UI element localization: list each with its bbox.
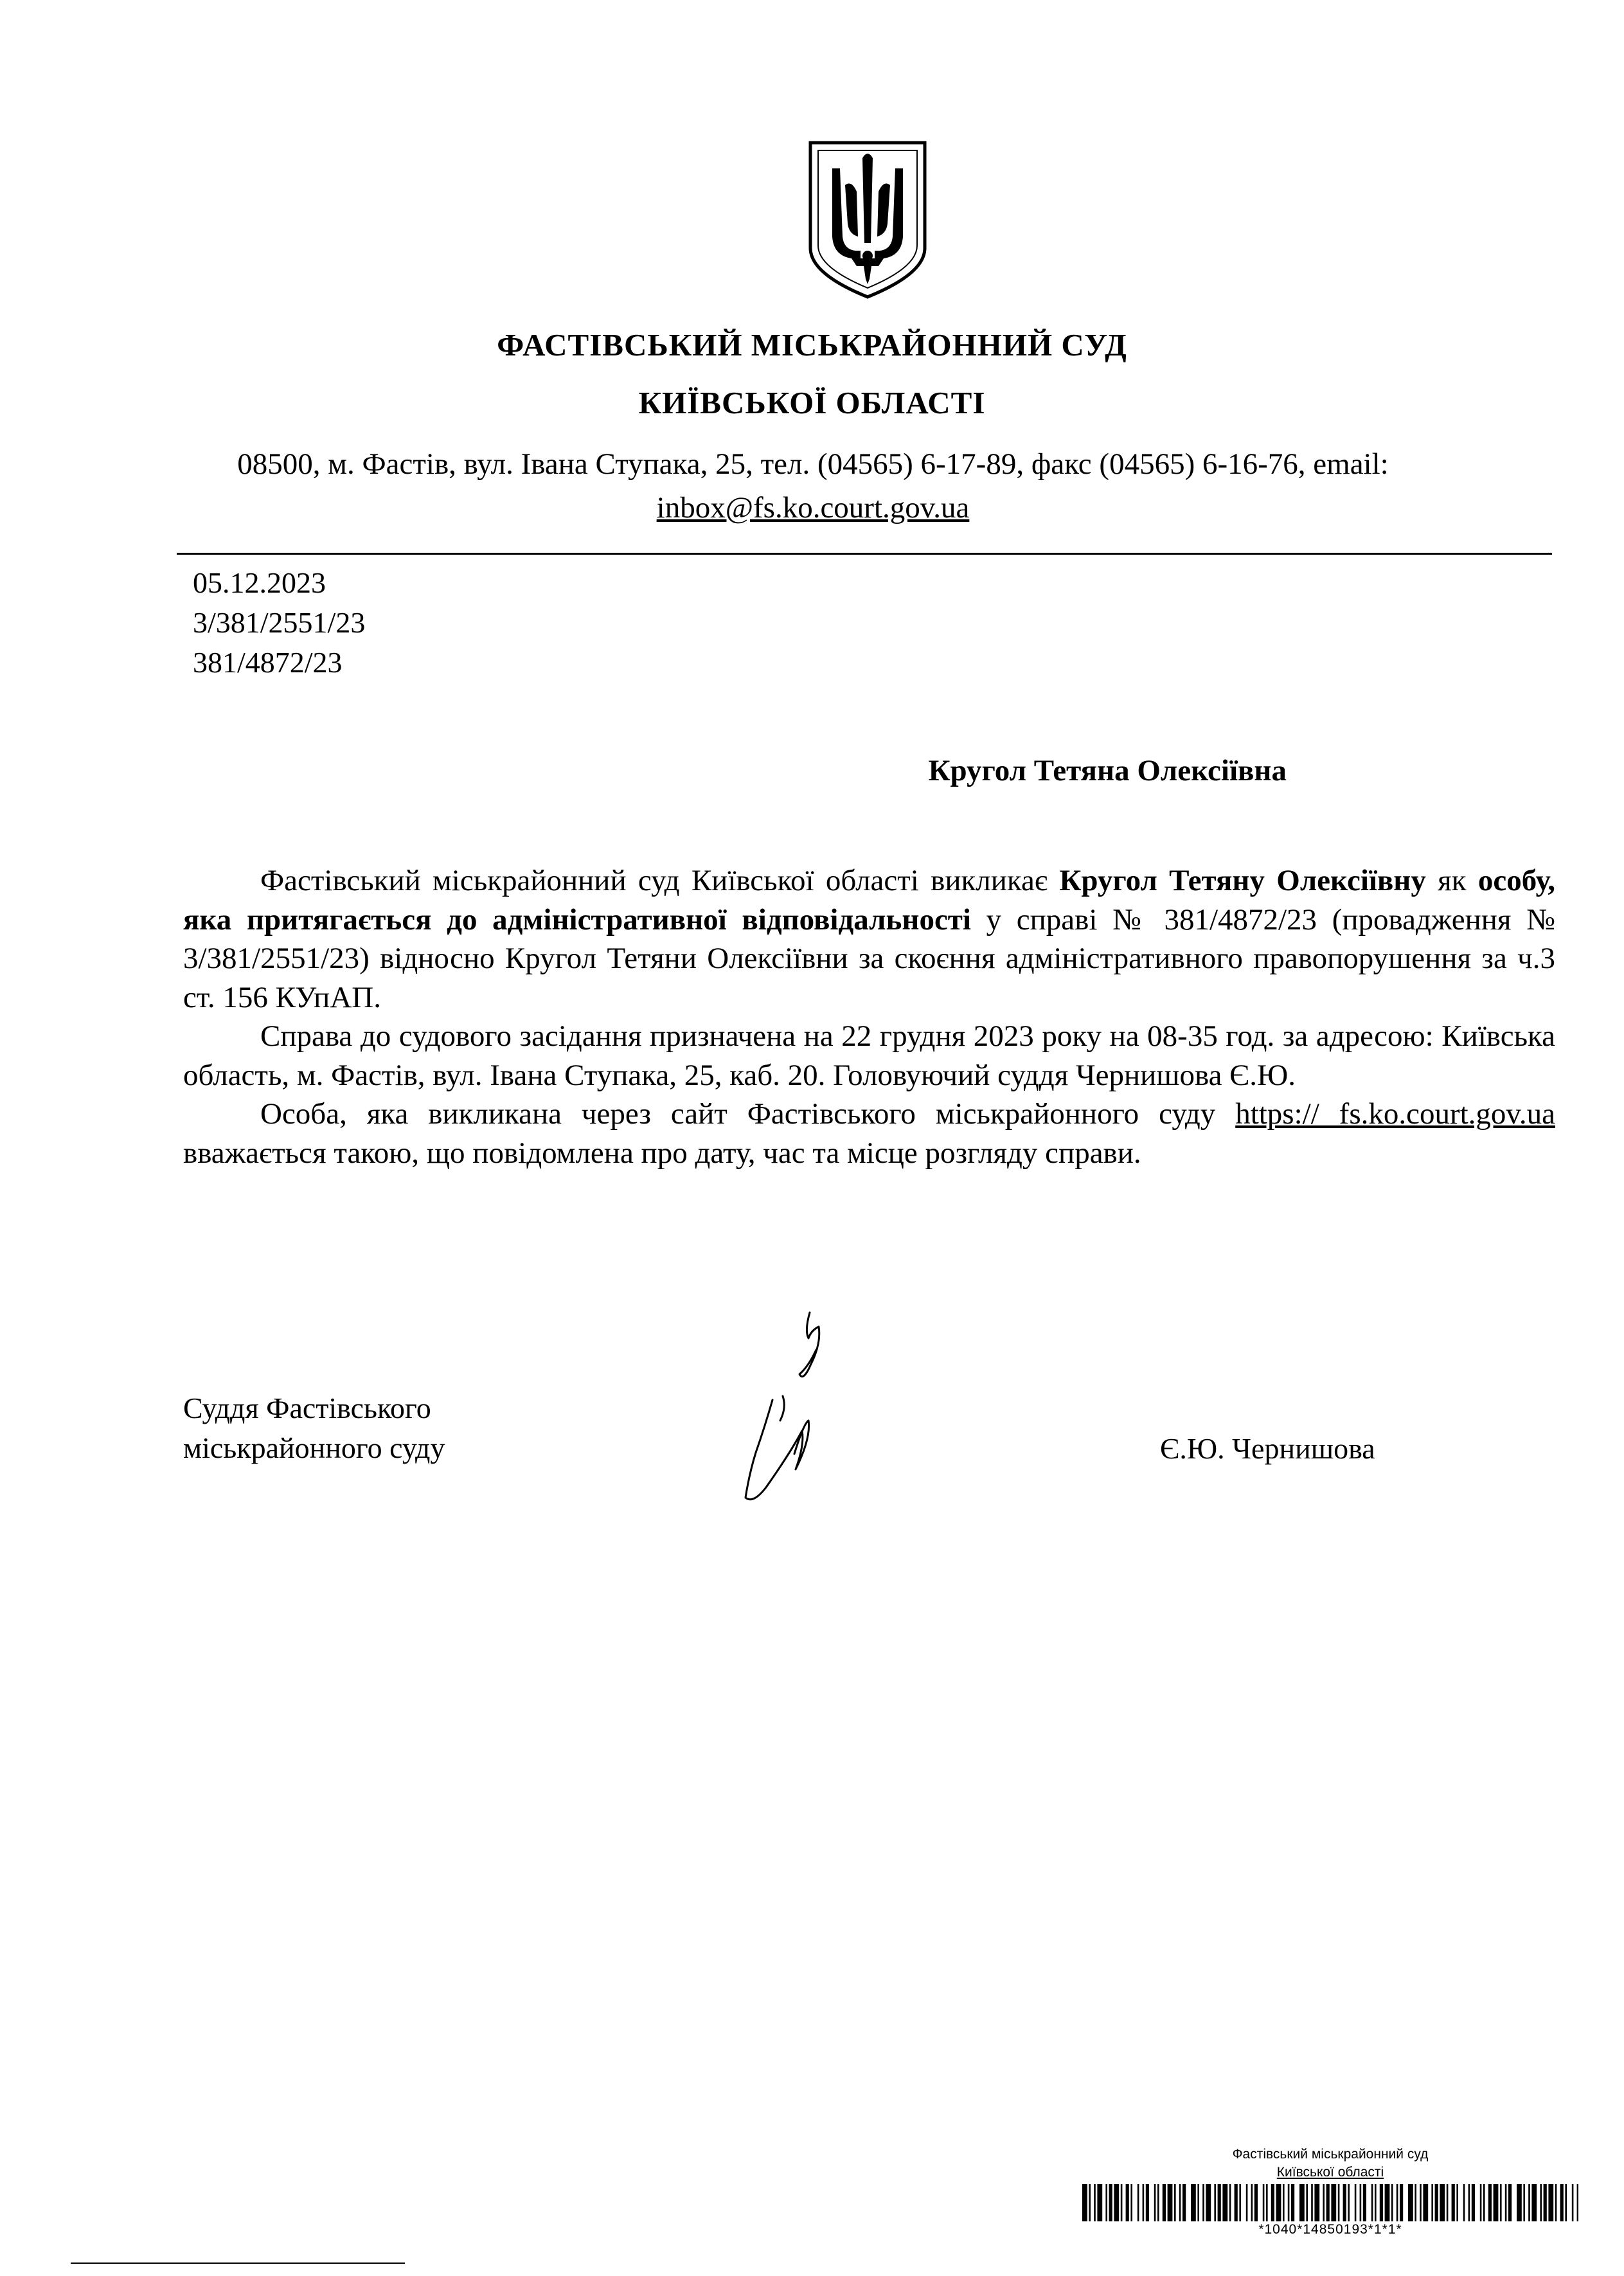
court-address [161,442,1465,530]
handwritten-signature [713,1305,842,1517]
court-email-link[interactable]: inbox@fs.ko.court.gov.ua [656,491,970,524]
barcode-icon [1080,2184,1581,2221]
court-address-line: 08500, м. Фастів, вул. Івана Ступака, 25, тел. (04565) 6-17-89, факс (04565) 6-16-76, email: [237,447,1389,481]
court-name-line1: ФАСТІВСЬКИЙ МІСЬКРАЙОННИЙ СУД [497,327,1127,363]
document-date: 05.12.2023 [193,566,326,599]
court-website-link[interactable]: https:// fs.ko.court.gov.ua [1235,1097,1555,1131]
signer-name: Є.Ю. Чернишова [1160,1432,1375,1465]
header-divider [177,553,1552,555]
stamp-barcode-number: *1040*14850193*1*1* [1258,2222,1402,2237]
signer-title [183,1388,445,1468]
body-paragraph-1: Фастівський міськрайонний суд Київської області викликає Кругол Тетяну Олексіївну як особу, яка притягається до адміністративної відповідальності у справі № 381/4872/23 (провадження № 3/381/2551/23) відносно Кругол Тетяни Олексіївни за скоєння адміністративного правопорушення за ч.3 ст. 156 КУпАП. [183,864,1555,1014]
stamp-region: Київської області [1276,2165,1384,2180]
summons-body [183,861,1555,1172]
ukraine-coat-of-arms-icon [807,140,929,300]
court-name-line2: КИЇВСЬКОЇ ОБЛАСТІ [638,385,986,420]
document-registration-stamp [1054,2146,1607,2238]
document-reference-block [193,563,365,683]
stamp-court-name: Фастівський міськрайонний суд [1232,2147,1429,2162]
signer-title-line2: міськрайонного суду [183,1431,445,1464]
proceeding-number: 3/381/2551/23 [193,606,366,639]
body-paragraph-2: Справа до судового засідання призначена на 22 грудня 2023 року на 08-35 год. за адресою: Київська область, м. Фастів, вул. Івана Ступака, 25, каб. 20. Головуючий суддя Чернишова Є.Ю. [183,1019,1555,1092]
bottom-edge-line [71,2263,405,2264]
signer-title-line1: Суддя Фастівського [183,1392,431,1424]
body-paragraph-3: Особа, яка викликана через сайт Фастівського міськрайонного суду https:// fs.ko.court.gov.ua вважається такою, що повідомлена про дату, час та місце розгляду справи. [183,1097,1555,1170]
addressee-name: Кругол Тетяна Олексіївна [928,754,1287,787]
case-number: 381/4872/23 [193,646,343,679]
